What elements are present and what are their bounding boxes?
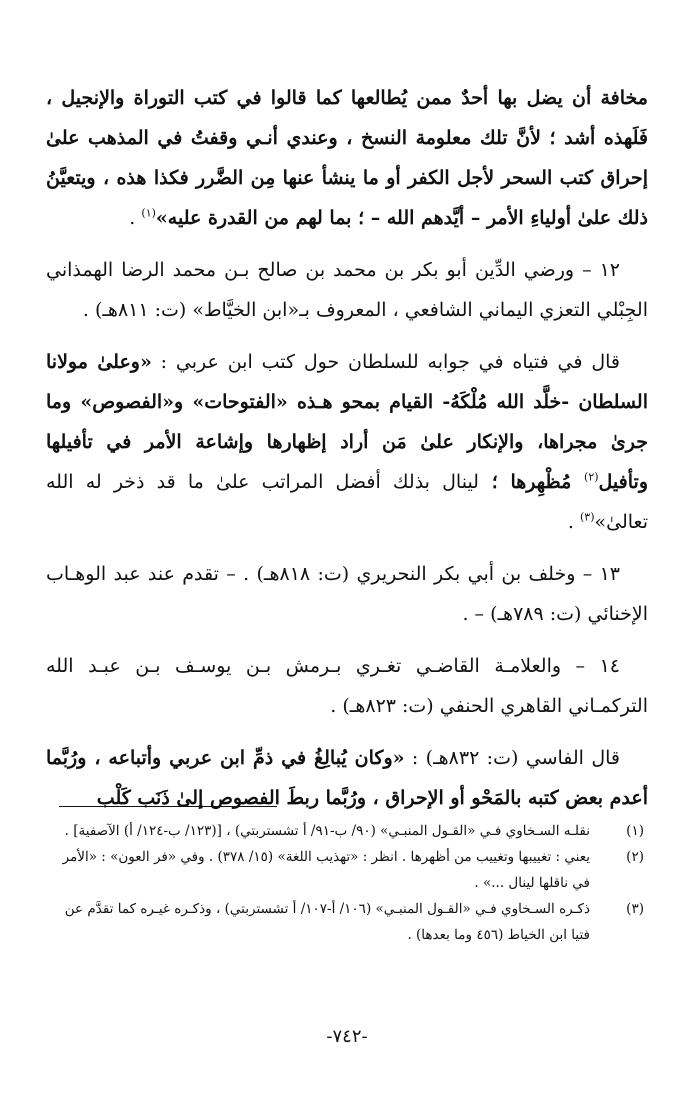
- footnote-number: (٣): [626, 901, 644, 917]
- text-run: «وكان يُبالِغُ في ذمِّ ابن عربي وأتباعه ، ورُبَّما أعدم بعض كتبه بالمَحْو أو الإحراق ، ورُبَّما ربطَ الفصوص إلىٰ ذَنَب كَلْب: [46, 747, 648, 809]
- text-run: .: [567, 511, 580, 533]
- page-number: -٧٤٢-: [326, 1026, 368, 1047]
- footnote: [56, 844, 644, 896]
- footnote-marker: (٢): [584, 470, 599, 484]
- paragraph: [46, 342, 648, 542]
- footnote-text: نقلـه السـخاوي فـي «القـول المنبـي» (٩٠/ ب-٩١/ أ تشستربتي) ، [(١٢٣/ ب-١٢٤/ أ) الآصفية] .: [64, 823, 590, 839]
- main-text: [46, 78, 648, 830]
- footnote-text: يعني : تغييبها وتغييب من أظهرها . انظر : «تهذيب اللغة» (١٥/ ٣٧٨) . وفي «فر العون» : «الأمر في ناقلها لينال ...» .: [62, 849, 590, 891]
- paragraph: [46, 554, 648, 634]
- footnote-number: (٢): [626, 849, 644, 865]
- text-run: ١٢ – ورضي الدِّين أبو بكر بن محمد بن صالح بـن محمد الرضا الهمذاني الجِبْلي التعزي اليماني الشافعي ، المعروف بـ«ابن الخيَّاط» (ت: ٨١١هـ) .: [46, 259, 648, 321]
- text-run: ١٣ – وخلف بن أبي بكر النحريري (ت: ٨١٨هـ) . – تقدم عند عبد الوهـاب الإخنائي (ت: ٧٨٩هـ) – .: [46, 563, 648, 625]
- paragraph: [46, 78, 648, 238]
- footnote-text: ذكـره السـخاوي فـي «القـول المنبـي» (١٠٦/ أ-١٠٧/ أ تشستربتي) ، وذكـره غيـره كما تقدَّم عن فتيا ابن الخياط (٤٥٦ وما بعدها) .: [64, 901, 590, 943]
- text-run: مخافة أن يضل بها أحدٌ ممن يُطالعها كما قالوا في كتب التوراة والإنجيل ، فَلَهذه أشد ؛ لأنَّ تلك معلومة النسخ ، وعندي أنـي وقفتُ في المذهب علىٰ إحراق كتب السحر لأجل الكفر أو ما ينشأ عنها مِن الضَّرر فكذا هذه ، ويتعيَّنُ ذلك علىٰ أولياءِ الأمر – أيَّدهم الله – ؛ بما لهم من القدرة عليه»: [46, 87, 648, 229]
- footnotes: [56, 818, 644, 948]
- footnote-marker: (١): [141, 206, 156, 220]
- text-run: «وعلىٰ مولانا السلطان -خلَّد الله مُلْكَهُ- القيام بمحو هـذه «الفتوحات» و«الفصوص» وما جرىٰ مجراها، والإنكار علىٰ مَن أراد إظهارها وإشاعة الأمر في تأفيلها وتأفيل: [46, 351, 649, 493]
- text-run: ١٤ – والعلامـة القاضـي تغـري بـرمش بـن يوسـف بـن عبـد الله التركمـاني القاهري الحنفي (ت: ٨٢٣هـ) .: [46, 655, 648, 717]
- footnote: [56, 818, 644, 844]
- footnote-marker: (٣): [579, 510, 595, 524]
- text-run: لينال بذلك أفضل المراتب علىٰ ما قد ذخر له الله تعالىٰ»: [46, 471, 648, 533]
- text-run: مُظْهِرها ؛: [478, 471, 585, 493]
- paragraph: [46, 646, 648, 726]
- paragraph: [46, 250, 648, 330]
- footnote-separator: [59, 806, 277, 807]
- text-run: قال في فتياه في جوابه للسلطان حول كتب ابن عربي :: [151, 351, 620, 373]
- footnote-number: (١): [626, 823, 644, 839]
- text-run: .: [129, 207, 142, 229]
- footnote: [56, 896, 644, 948]
- text-run: قال الفاسي (ت: ٨٣٢هـ) :: [404, 747, 620, 769]
